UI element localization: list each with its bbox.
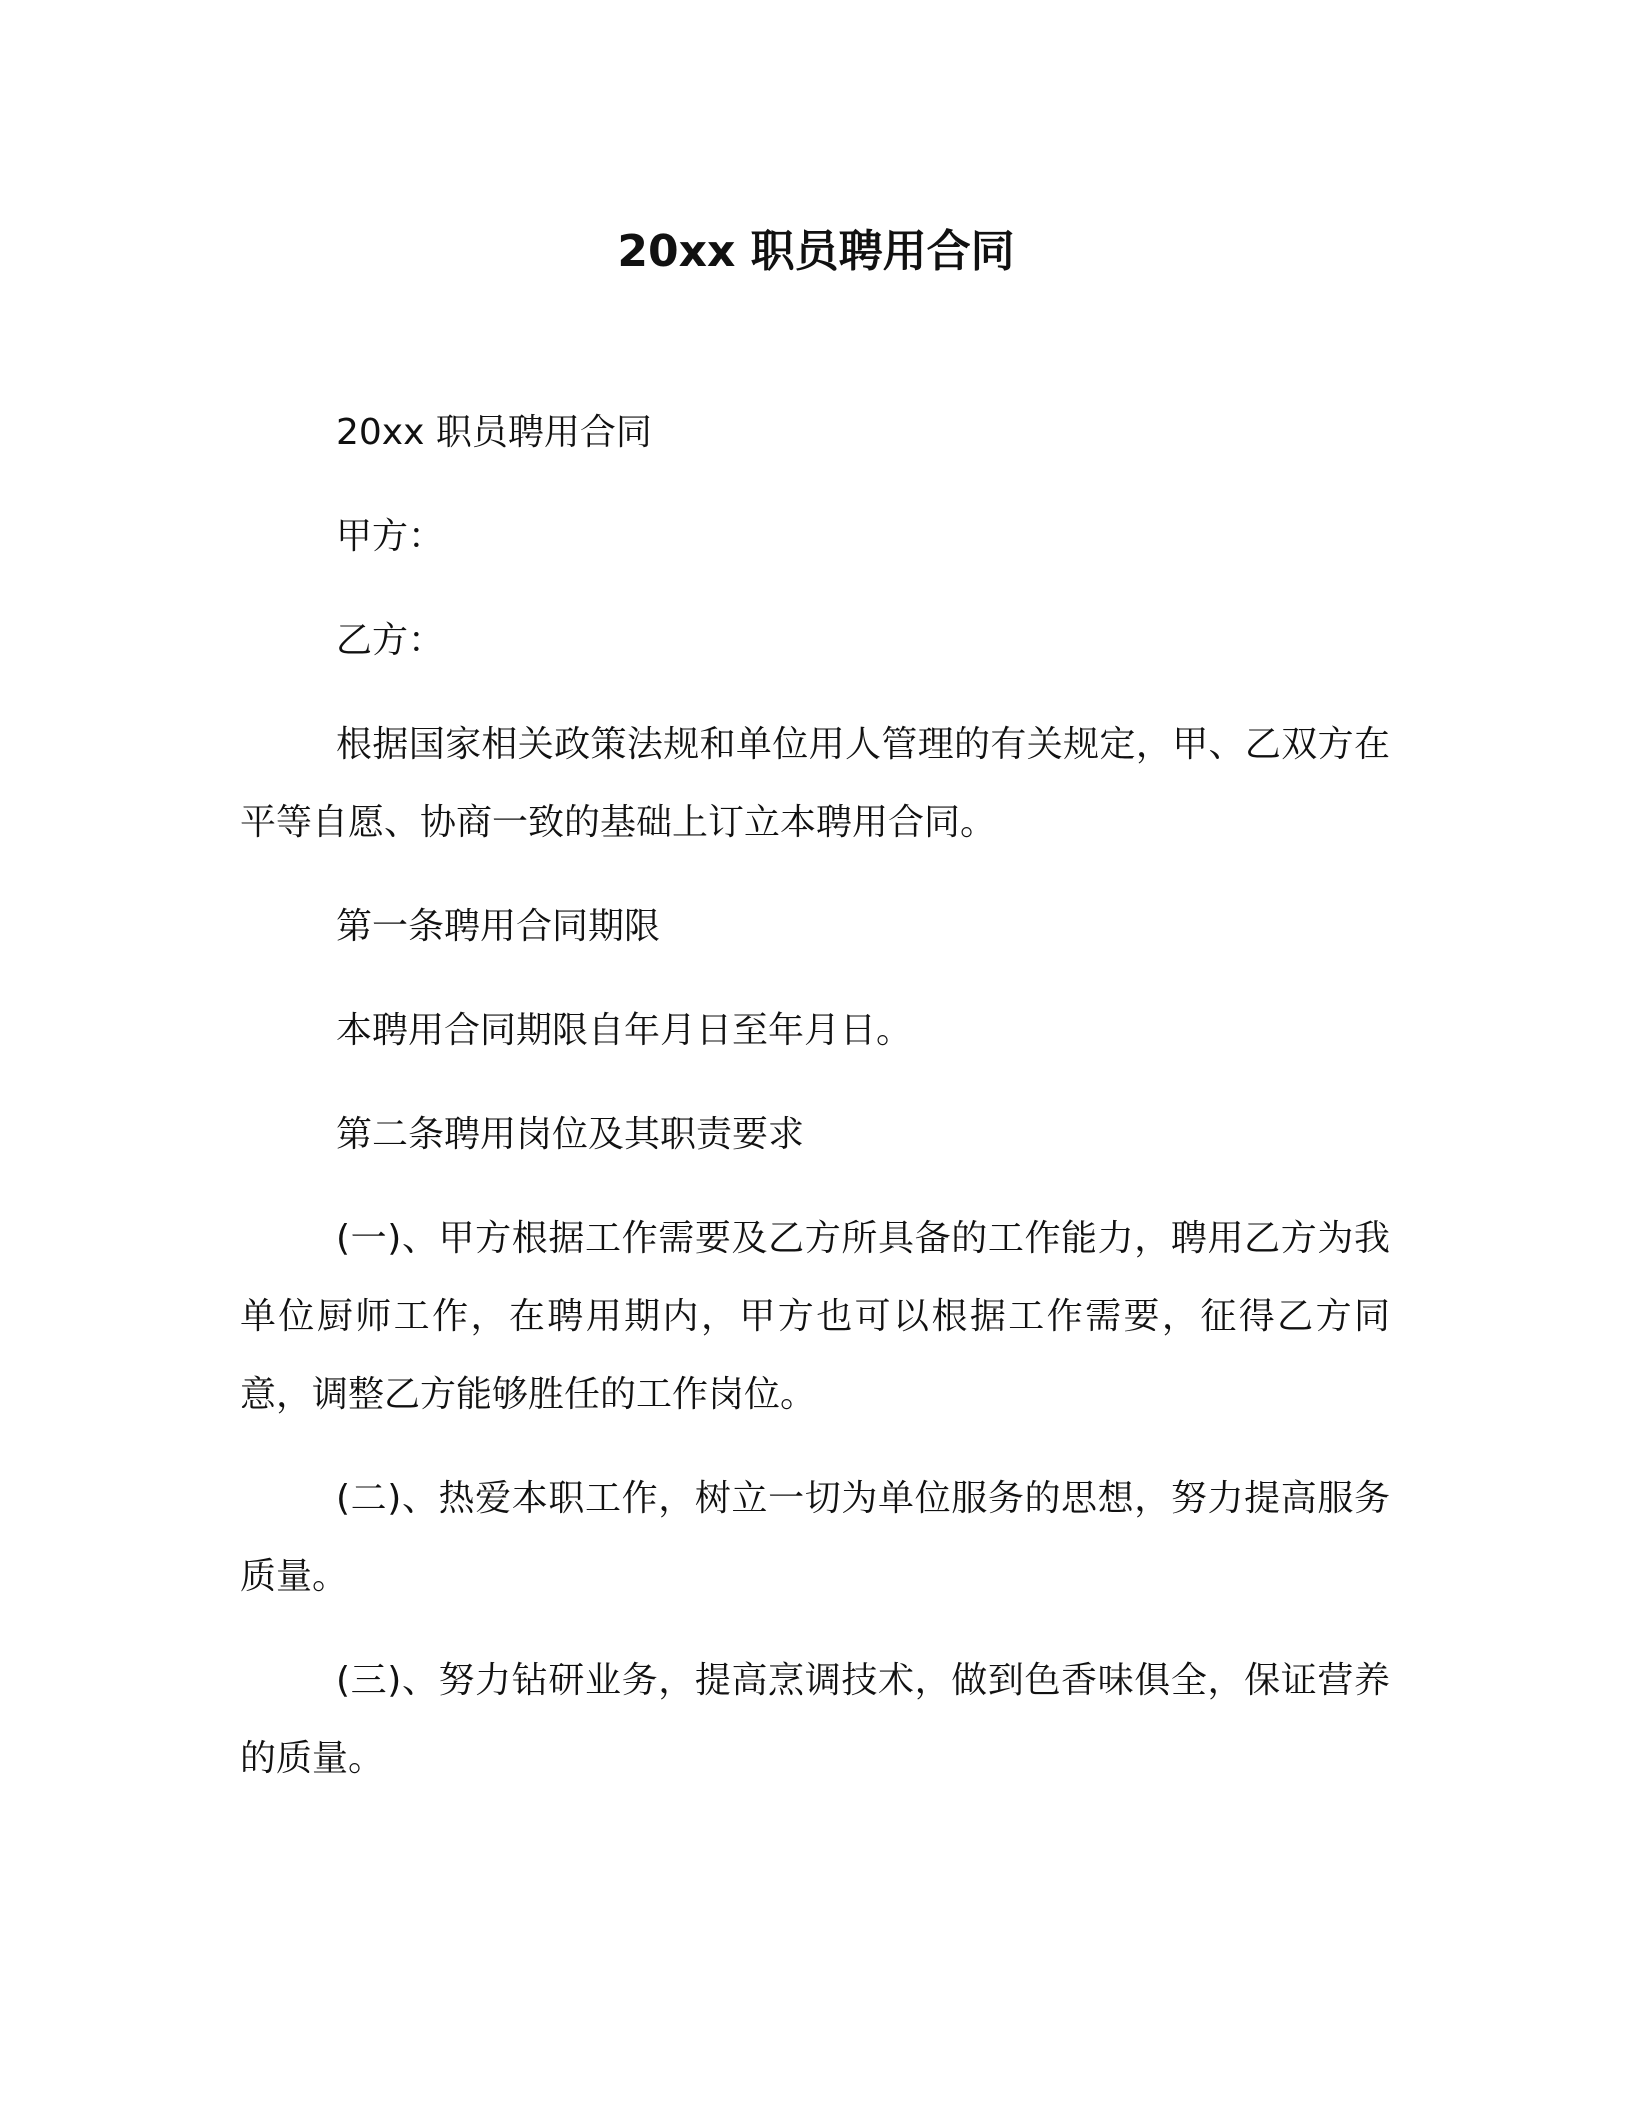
- party-b-line: 乙方：: [336, 620, 445, 661]
- article-2-item-1: (一)、甲方根据工作需要及乙方所具备的工作能力，聘用乙方为我单位厨师工作，在聘用期内，甲方也可以根据工作需要，征得乙方同意，调整乙方能够胜任的工作岗位。: [240, 1218, 1390, 1415]
- article-1-heading: 第一条聘用合同期限: [336, 906, 661, 947]
- article-1-text: 本聘用合同期限自年月日至年月日。: [336, 1010, 913, 1051]
- document-body: [240, 394, 1390, 1824]
- article-2-heading: 第二条聘用岗位及其职责要求: [336, 1114, 805, 1155]
- subtitle-paragraph: 20xx 职员聘用合同: [336, 412, 652, 453]
- article-2-item-2: (二)、热爱本职工作，树立一切为单位服务的思想，努力提高服务质量。: [240, 1478, 1390, 1597]
- party-a-line: 甲方：: [336, 516, 445, 557]
- document-title: 20xx 职员聘用合同: [617, 226, 1015, 277]
- article-2-item-3: (三)、努力钻研业务，提高烹调技术，做到色香味俱全，保证营养的质量。: [240, 1660, 1390, 1779]
- intro-paragraph: 根据国家相关政策法规和单位用人管理的有关规定，甲、乙双方在平等自愿、协商一致的基础上订立本聘用合同。: [240, 724, 1390, 843]
